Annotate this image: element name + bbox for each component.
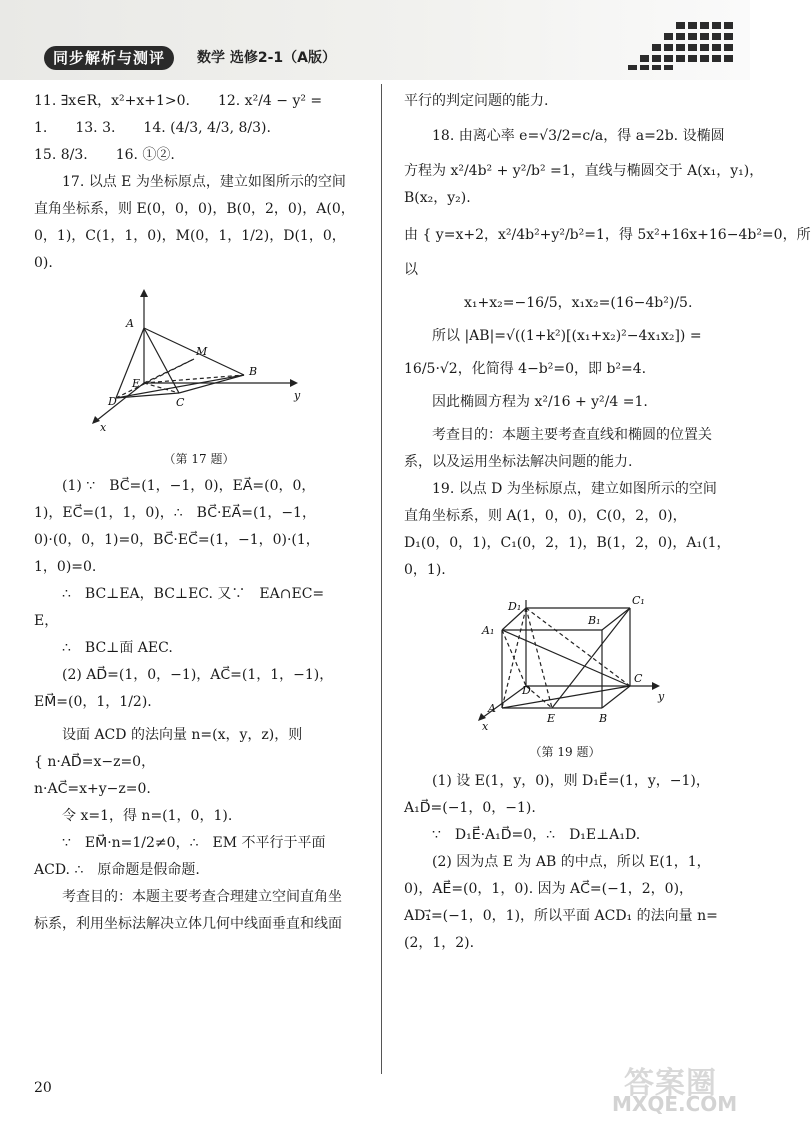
label-E: E [547,712,556,725]
answer-line: (2) 因为点 E 为 AB 的中点，所以 E(1，1， [432,854,711,870]
answer-line: 考查目的：本题主要考查合理建立空间直角坐 [62,889,342,905]
answer-line: 17. 以点 E 为坐标原点，建立如图所示的空间 [62,174,346,190]
answer-line: A₁D⃗=(−1，0，−1). [404,800,536,816]
watermark-logo: 答案圈 [624,1066,717,1101]
answer-line: 直角坐标系，则 E(0，0，0)，B(0，2，0)，A(0， [34,201,355,217]
figure-17-caption: （第 17 题） [163,452,235,466]
answer-line: 1)，EC⃗=(1，1，0)，∴ BC⃗·EA⃗=(1，−1， [34,505,316,521]
label-B: B [249,365,258,378]
label-C: C [634,672,643,685]
label-A: A [488,702,496,715]
answer-line: (1) ∵ BC⃗=(1，−1，0)，EA⃗=(0，0， [62,478,316,494]
answer-line: 0). [34,255,53,271]
figure-19-caption: （第 19 题） [529,745,601,759]
label-y: y [294,389,301,402]
answer-line: 1，0)=0. [34,559,97,575]
label-E: E [132,377,141,390]
header-dot-pattern [626,22,734,72]
answer-line: 19. 以点 D 为坐标原点，建立如图所示的空间 [432,481,717,497]
label-B1: B₁ [588,614,601,627]
series-title: 同步解析与测评 [44,46,174,70]
watermark-url: MXQE.COM [612,1092,738,1116]
answer-line: 18. 由离心率 e=√3/2=c/a，得 a=2b. 设椭圆 [432,128,725,144]
answer-line: 0，1). [404,562,446,578]
answer-line: 以 [404,262,418,278]
label-D1: D₁ [508,600,522,613]
answer-line: ∵ D₁E⃗·A₁D⃗=0，∴ D₁E⊥A₁D. [432,827,641,843]
answer-line: B(x₂，y₂). [404,190,471,206]
answer-line: 0)·(0，0，1)=0，BC⃗·EC⃗=(1，−1，0)·(1， [34,532,320,548]
label-x: x [482,720,489,733]
page-number: 20 [34,1080,52,1096]
answer-line: 0)，AE⃗=(0，1，0). 因为 AC⃗=(−1，2，0)， [404,881,694,897]
answer-line: 直角坐标系，则 A(1，0，0)，C(0，2，0)， [404,508,687,524]
answer-line: (2) AD⃗=(1，0，−1)，AC⃗=(1，1，−1)， [62,667,334,683]
answer-line: x₁+x₂=−16/5，x₁x₂=(16−4b²)/5. [464,295,693,311]
answer-line: EM⃗=(0，1，1/2). [34,694,152,710]
label-B: B [599,712,608,725]
label-M: M [196,345,208,358]
label-D: D [522,684,531,697]
answer-line: E， [34,613,59,629]
page-header [0,0,750,80]
label-C: C [176,396,185,409]
figure-19 [404,590,726,733]
answer-line: AD₁⃗=(−1，0，1)，所以平面 ACD₁ 的法向量 n= [404,908,718,924]
answer-line: n·AC⃗=x+y−z=0. [34,781,151,797]
answer-line: 16/5·√2，化简得 4−b²=0，即 b²=4. [404,361,647,377]
answer-line: 方程为 x²/4b² + y²/b² =1，直线与椭圆交于 A(x₁，y₁)， [404,163,764,179]
subject-title: 数学 选修2-1（A版） [197,50,337,66]
label-C1: C₁ [632,594,645,607]
answer-line: ∵ EM⃗·n=1/2≠0，∴ EM 不平行于平面 [62,835,326,851]
column-divider [381,84,382,1074]
figure-17 [34,283,364,433]
left-column [34,92,364,934]
answer-line: { n·AD⃗=x−z=0， [34,754,156,770]
answer-line: 因此椭圆方程为 x²/16 + y²/4 =1. [432,394,648,410]
answer-line: 考查目的：本题主要考查直线和椭圆的位置关 [432,427,712,443]
answer-line: 设面 ACD 的法向量 n=(x，y，z)，则 [62,727,303,743]
label-D: D [108,395,117,408]
answer-line: ∴ BC⊥EA，BC⊥EC. 又∵ EA∩EC= [62,586,325,602]
answer-line: 平行的判定问题的能力. [404,93,549,109]
answer-line: ∴ BC⊥面 AEC. [62,640,173,656]
label-A: A [126,317,134,330]
answer-line: 15. 8/3. 16. ①②. [34,147,175,163]
answer-line: 系，以及运用坐标法解决问题的能力. [404,454,633,470]
answer-line: 11. ∃x∈R，x²+x+1>0. 12. x²/4 − y² = [34,93,323,109]
answer-line: 标系，利用坐标法解决立体几何中线面垂直和线面 [34,916,342,932]
answer-line: 1. 13. 3. 14. (4/3, 4/3, 8/3). [34,120,271,136]
answer-line: 0，1)，C(1，1，0)，M(0，1，1/2)，D(1，0， [34,228,346,244]
answer-line: (2，1，2). [404,935,475,951]
label-A1: A₁ [482,624,495,637]
label-x: x [100,421,107,434]
label-y: y [658,690,665,703]
answer-line: 令 x=1，得 n=(1，0，1). [62,808,233,824]
answer-line: (1) 设 E(1，y，0)，则 D₁E⃗=(1，y，−1)， [432,773,710,789]
answer-line: D₁(0，0，1)，C₁(0，2，1)，B(1，2，0)，A₁(1， [404,535,731,551]
answer-line: ACD. ∴ 原命题是假命题. [34,862,200,878]
answer-line: 所以 |AB|=√((1+k²)[(x₁+x₂)²−4x₁x₂]) = [432,328,702,344]
answer-line: 由 { y=x+2，x²/4b²+y²/b²=1，得 5x²+16x+16−4b²=0，所 [404,227,811,243]
right-column [404,92,811,953]
